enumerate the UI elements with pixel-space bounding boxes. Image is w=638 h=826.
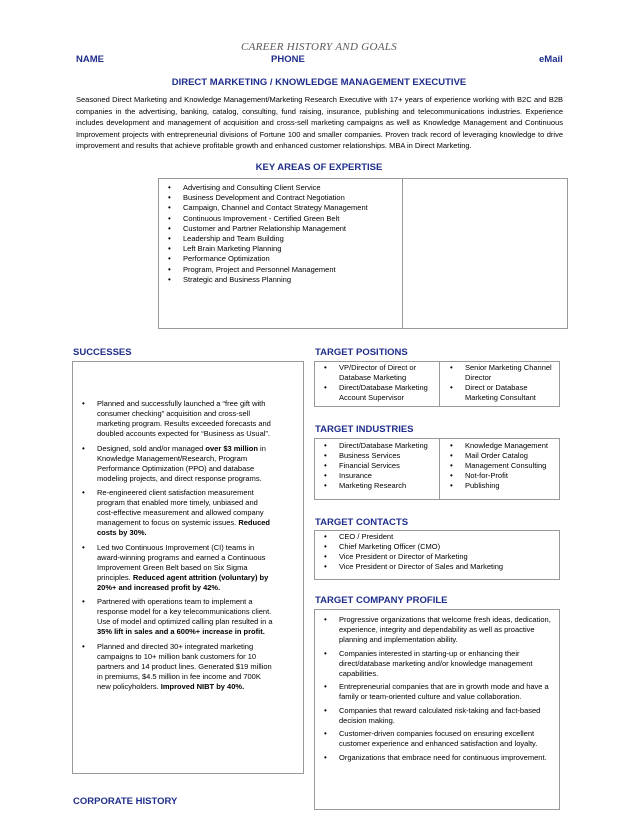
- list-item: • Advertising and Consulting Client Service: [162, 183, 397, 193]
- list-item: • Direct/Database Marketing Account Supervisor: [318, 383, 436, 403]
- list-item: • Program, Project and Personnel Management: [162, 265, 397, 275]
- list-item: • Marketing Research: [318, 481, 436, 491]
- list-item: • Progressive organizations that welcome fresh ideas, dedication, experience, integrity and dependability as well as proactive planning and implementation ability.: [318, 615, 556, 645]
- list-item: • Vice President or Director of Sales and Marketing: [318, 562, 556, 572]
- list-item: • Customer-driven companies focused on ensuring excellent customer experience and enhanced satisfaction and loyalty.: [318, 729, 556, 749]
- target-industries-heading: TARGET INDUSTRIES: [315, 424, 414, 435]
- expertise-heading: KEY AREAS OF EXPERTISE: [255, 162, 383, 173]
- list-item: • CEO / President: [318, 532, 556, 542]
- target-industries-left: [318, 441, 436, 491]
- name-field: NAME: [76, 54, 104, 65]
- list-item: • Entrepreneurial companies that are in growth mode and have a family or team-oriented culture and value collaboration.: [318, 682, 556, 702]
- list-item: • Not-for-Profit: [444, 471, 558, 481]
- list-item: • Companies that reward calculated risk-taking and fact-based decision making.: [318, 706, 556, 726]
- document-title: CAREER HISTORY AND GOALS: [240, 41, 398, 53]
- list-item: • Vice President or Director of Marketing: [318, 552, 556, 562]
- successes-list: [76, 399, 276, 696]
- list-item: • Chief Marketing Officer (CMO): [318, 542, 556, 552]
- list-item: • Mail Order Catalog: [444, 451, 558, 461]
- column-divider: [439, 362, 440, 406]
- column-divider: [439, 439, 440, 499]
- list-item: • Performance Optimization: [162, 254, 397, 264]
- target-positions-left: [318, 363, 436, 403]
- target-contacts-list: [318, 532, 556, 572]
- list-item: • Planned and directed 30+ integrated marketing campaigns to 10+ million bank customers for 10 partners and 14 product lines. Generated $19 million in premiums, $4.5 million in fee income and 700K new policyholders. Improved NIBT by 40%.: [76, 642, 276, 692]
- target-contacts-heading: TARGET CONTACTS: [315, 517, 409, 528]
- phone-field: PHONE: [271, 54, 305, 65]
- list-item: • Business Development and Contract Negotiation: [162, 193, 397, 203]
- expertise-box: [158, 178, 568, 329]
- target-company-profile-box: [314, 609, 560, 810]
- email-field: eMail: [539, 54, 563, 65]
- successes-heading: SUCCESSES: [73, 347, 132, 358]
- list-item: • Publishing: [444, 481, 558, 491]
- target-positions-heading: TARGET POSITIONS: [315, 347, 408, 358]
- target-positions-right: [444, 363, 558, 403]
- list-item: • Partnered with operations team to implement a response model for a key telecommunications client. Use of model and optimized calling plan resulted in a 35% lift in sales and a 600%+ increase in profit.: [76, 597, 276, 637]
- summary-paragraph: Seasoned Direct Marketing and Knowledge Management/Marketing Research Executive with 17+ years of experience working with B2C and B2B companies in the advertising, banking, catalog, consulting, fund raising, insurance, publishing and telecommunications industries. Experience includes development and management of acquisition and cross-sell marketing campaigns as well as Knowledge Management and Continuous Improvement projects with entrepreneurial divisions of Fortune 100 and smaller companies. Proven track record of leveraging knowledge to drive improvement and results that achieve profitable growth and enhanced customer relationships. MBA in Direct Marketing.: [76, 95, 563, 151]
- list-item: • Left Brain Marketing Planning: [162, 244, 397, 254]
- corporate-history-heading: CORPORATE HISTORY: [73, 796, 178, 807]
- list-item: • Leadership and Team Building: [162, 234, 397, 244]
- list-item: • Insurance: [318, 471, 436, 481]
- expertise-list: [162, 183, 397, 285]
- list-item: • Companies interested in starting-up or enhancing their direct/database marketing and/or knowledge management capabilities.: [318, 649, 556, 679]
- target-industries-right: [444, 441, 558, 491]
- target-positions-box: [314, 361, 560, 407]
- expertise-divider: [402, 179, 403, 328]
- list-item: • Direct or Database Marketing Consultant: [444, 383, 558, 403]
- list-item: • Management Consulting: [444, 461, 558, 471]
- list-item: • Direct/Database Marketing: [318, 441, 436, 451]
- successes-box: [72, 361, 304, 774]
- target-contacts-box: [314, 530, 560, 580]
- list-item: • Planned and successfully launched a “free gift with consumer checking” acquisition and cross-sell marketing program. Results exceeded forecasts and doubled accounts expected for “Business as Usual”.: [76, 399, 276, 439]
- list-item: • Customer and Partner Relationship Management: [162, 224, 397, 234]
- list-item: • Strategic and Business Planning: [162, 275, 397, 285]
- list-item: • Knowledge Management: [444, 441, 558, 451]
- list-item: • Re-engineered client satisfaction measurement program that enabled more timely, unbiased and cost-effective measurement and allowed company management to focus on systemic issues. Reduced costs by 30%.: [76, 488, 276, 538]
- list-item: • Led two Continuous Improvement (CI) teams in award-winning programs and earned a Continuous Improvement Green Belt based on Six Sigma principles. Reduced agent attrition (voluntary) by 20%+ and increased profit by 42%.: [76, 543, 276, 593]
- list-item: • Designed, sold and/or managed over $3 million in Knowledge Management/Research, Program Performance Optimization (PPO) and database modeling projects, and direct response programs.: [76, 444, 276, 484]
- target-company-profile-heading: TARGET COMPANY PROFILE: [315, 595, 448, 606]
- list-item: • Senior Marketing Channel Director: [444, 363, 558, 383]
- list-item: • Business Services: [318, 451, 436, 461]
- list-item: • Continuous Improvement - Certified Green Belt: [162, 214, 397, 224]
- target-industries-box: [314, 438, 560, 500]
- main-title: DIRECT MARKETING / KNOWLEDGE MANAGEMENT EXECUTIVE: [171, 77, 467, 88]
- list-item: • VP/Director of Direct or Database Marketing: [318, 363, 436, 383]
- list-item: • Financial Services: [318, 461, 436, 471]
- list-item: • Organizations that embrace need for continuous improvement.: [318, 753, 556, 763]
- list-item: • Campaign, Channel and Contact Strategy Management: [162, 203, 397, 213]
- target-company-profile-list: [318, 615, 556, 767]
